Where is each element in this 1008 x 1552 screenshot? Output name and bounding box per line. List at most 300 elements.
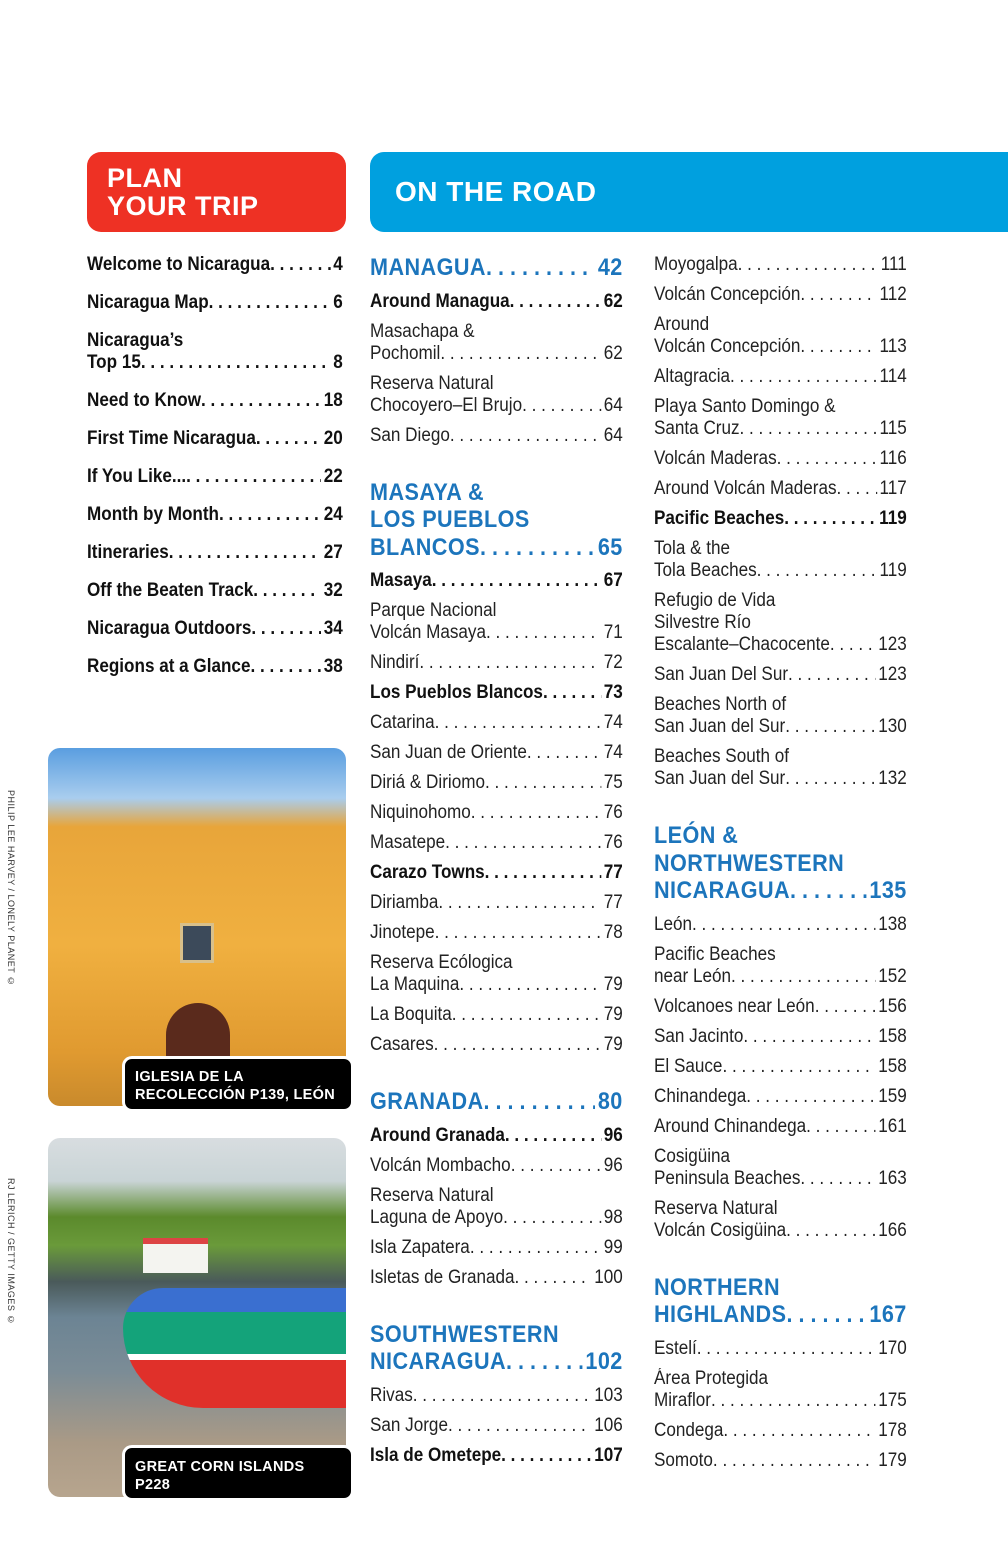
toc-entry[interactable]	[370, 952, 623, 996]
toc-entry[interactable]	[370, 373, 623, 417]
entry-label: Masachapa &	[370, 320, 475, 342]
toc-entry[interactable]	[370, 1004, 623, 1026]
entry-line	[87, 580, 343, 602]
dot-leader	[471, 802, 601, 824]
on-the-road-header: ON THE ROAD	[370, 152, 1008, 232]
page-number: 79	[603, 974, 623, 995]
toc-entry[interactable]	[370, 1125, 623, 1147]
page-number: 67	[603, 570, 623, 591]
toc-entry[interactable]	[654, 1198, 907, 1242]
dot-leader	[806, 1116, 875, 1138]
page-number: 102	[585, 1348, 623, 1375]
toc-entry[interactable]	[370, 1237, 623, 1259]
entry-label: Pacific Beaches	[654, 508, 785, 529]
entry-label: Pacific Beaches	[654, 943, 776, 965]
toc-entry[interactable]	[370, 802, 623, 824]
toc-entry[interactable]	[654, 366, 907, 388]
entry-label: Playa Santo Domingo &	[654, 396, 836, 417]
dot-leader	[731, 966, 875, 988]
dot-leader	[432, 570, 601, 592]
entry-label: Around Chinandega	[654, 1115, 807, 1137]
page-number: 100	[594, 1266, 623, 1288]
entry-line	[370, 682, 623, 704]
toc-entry[interactable]	[370, 1385, 623, 1407]
page-number: 114	[879, 366, 907, 387]
page-number: 112	[879, 284, 907, 305]
dot-leader	[486, 254, 595, 282]
dot-leader	[250, 656, 321, 678]
toc-entry[interactable]	[87, 254, 343, 276]
entry-label: BLANCOS	[370, 533, 480, 561]
dot-leader	[740, 418, 877, 440]
entry-line	[654, 1086, 907, 1108]
page-number: 65	[597, 533, 623, 561]
entry-label: near León	[654, 965, 732, 987]
entry-line	[370, 395, 623, 417]
entry-label: Tola Beaches	[654, 560, 757, 581]
page-number: 62	[603, 290, 623, 312]
entry-label: Altagracia	[654, 366, 731, 387]
dot-leader	[786, 1301, 866, 1329]
entry-line	[654, 1390, 907, 1412]
entry-line	[370, 652, 623, 674]
entry-label: Área Protegida	[654, 1367, 769, 1389]
toc-entry[interactable]	[370, 922, 623, 944]
toc-entry[interactable]	[370, 1034, 623, 1056]
dot-leader	[511, 1155, 601, 1177]
entry-label: Reserva Ecólogica	[370, 952, 513, 973]
toc-entry[interactable]	[654, 314, 907, 358]
entry-label: Top 15	[87, 352, 141, 373]
entry-label: Volcán Maderas	[654, 448, 777, 469]
entry-line	[87, 504, 343, 526]
dot-leader	[501, 1445, 591, 1467]
toc-entry[interactable]	[654, 944, 907, 988]
toc-entry[interactable]	[654, 914, 907, 936]
dot-leader	[738, 254, 878, 276]
entry-label: Escalante–Chacocente	[654, 634, 830, 655]
entry-label: Pochomil	[370, 342, 441, 364]
entry-line	[654, 664, 907, 686]
dot-leader	[435, 922, 601, 944]
entry-label: San Juan del Sur	[654, 716, 786, 737]
toc-entry[interactable]	[654, 1116, 907, 1138]
entry-label: Masatepe	[370, 832, 446, 853]
dot-leader	[786, 1220, 875, 1242]
dot-leader	[413, 1385, 592, 1407]
entry-label: Volcán Mombacho	[370, 1154, 511, 1176]
toc-entry[interactable]	[654, 1420, 907, 1442]
toc-entry[interactable]	[370, 862, 623, 884]
toc-entry[interactable]	[370, 1267, 623, 1289]
entry-label: Casares	[370, 1034, 434, 1055]
dot-leader	[505, 1125, 601, 1147]
toc-entry[interactable]	[370, 1445, 623, 1467]
entry-line	[370, 742, 623, 764]
entry-line	[654, 966, 907, 988]
entry-line	[654, 1420, 907, 1442]
toc-entry[interactable]	[654, 1368, 907, 1412]
section-heading[interactable]	[654, 1274, 907, 1329]
plan-trip-list	[87, 254, 343, 694]
entry-line	[87, 292, 343, 314]
dot-leader	[800, 336, 876, 358]
entry-label: Catarina	[370, 712, 435, 733]
toc-entry[interactable]	[87, 618, 343, 640]
dot-leader	[452, 1004, 601, 1026]
entry-line	[370, 1034, 623, 1056]
toc-entry[interactable]	[370, 1185, 623, 1229]
toc-entry[interactable]	[370, 321, 623, 365]
entry-line	[654, 366, 907, 388]
toc-entry[interactable]	[87, 656, 343, 678]
page-number: 64	[603, 394, 623, 416]
toc-entry[interactable]	[370, 832, 623, 854]
dot-leader	[788, 664, 875, 686]
dot-leader	[448, 1415, 592, 1437]
dot-leader	[506, 1348, 583, 1376]
toc-entry[interactable]	[654, 1026, 907, 1048]
toc-entry[interactable]	[654, 590, 907, 656]
page-number: 62	[603, 342, 623, 364]
toc-entry[interactable]	[654, 478, 907, 500]
entry-label: Volcán Cosigüina	[654, 1219, 787, 1241]
on-the-road-list-middle	[370, 254, 623, 1475]
page-number: 96	[603, 1124, 623, 1146]
entry-label: Welcome to Nicaragua	[87, 254, 271, 275]
toc-entry[interactable]	[654, 508, 907, 530]
section-heading[interactable]	[370, 1088, 623, 1116]
entry-label: NORTHERN	[654, 1273, 780, 1301]
page-number: 8	[333, 352, 343, 373]
page-number: 130	[878, 716, 907, 737]
toc-entry[interactable]	[87, 542, 343, 564]
toc-entry[interactable]	[654, 1056, 907, 1078]
entry-line	[654, 448, 907, 470]
entry-line	[654, 1026, 907, 1048]
page-number: 76	[603, 802, 623, 823]
page-number: 77	[603, 862, 623, 883]
entry-label: Somoto	[654, 1449, 713, 1471]
dot-leader	[445, 832, 601, 854]
page-number: 159	[878, 1085, 907, 1107]
entry-label: Santa Cruz	[654, 418, 740, 439]
page-number: 74	[603, 712, 623, 733]
dot-leader	[256, 428, 321, 450]
toc-entry[interactable]	[87, 428, 343, 450]
entry-label: Around Volcán Maderas	[654, 478, 837, 499]
section-heading[interactable]	[654, 822, 907, 905]
caption-line: IGLESIA DE LA	[135, 1069, 244, 1085]
page-number: 138	[878, 913, 907, 935]
entry-label: Niquinohomo	[370, 802, 471, 823]
entry-line	[654, 1168, 907, 1190]
entry-label: Chinandega	[654, 1085, 747, 1107]
page-number: 32	[323, 580, 343, 601]
toc-entry[interactable]	[654, 664, 907, 686]
page-number: 132	[878, 768, 907, 789]
toc-entry[interactable]	[654, 1338, 907, 1360]
entry-line	[87, 428, 343, 450]
entry-label: Masaya	[370, 570, 432, 591]
entry-label: San Jacinto	[654, 1025, 744, 1047]
page-number: 24	[323, 504, 343, 525]
dot-leader	[219, 504, 321, 526]
entry-line	[654, 560, 907, 582]
entry-label: Month by Month	[87, 504, 220, 525]
page-number: 20	[323, 428, 343, 449]
entry-label: Around Granada	[370, 1124, 505, 1146]
dot-leader	[785, 716, 875, 738]
entry-line	[654, 716, 907, 738]
entry-label: El Sauce	[654, 1055, 723, 1077]
dot-leader	[784, 508, 876, 530]
entry-line	[654, 478, 907, 500]
dot-leader	[790, 877, 867, 905]
dot-leader	[527, 742, 601, 764]
toc-entry[interactable]	[654, 746, 907, 790]
entry-label: Estelí	[654, 1337, 697, 1359]
toc-entry[interactable]	[370, 600, 623, 644]
entry-line	[370, 922, 623, 944]
page-number: 178	[878, 1419, 907, 1441]
photo-caption[interactable]	[122, 1445, 354, 1501]
page-number: 113	[879, 336, 907, 357]
on-the-road-list-right	[654, 254, 907, 1480]
page-number: 119	[879, 508, 907, 529]
entry-line	[87, 618, 343, 640]
section-heading[interactable]	[370, 254, 623, 282]
entry-line	[654, 508, 907, 530]
page-number: 64	[603, 424, 623, 446]
entry-line	[370, 343, 623, 365]
dot-leader	[470, 1237, 601, 1259]
page-number: 73	[603, 682, 623, 703]
dot-leader	[777, 448, 877, 470]
toc-entry[interactable]	[370, 570, 623, 592]
page-number: 42	[597, 254, 623, 281]
page-number: 4	[333, 254, 343, 275]
page-number: 76	[603, 832, 623, 853]
entry-line	[370, 974, 623, 996]
toc-entry[interactable]	[654, 1086, 907, 1108]
toc-entry[interactable]	[87, 504, 343, 526]
page-number: 34	[323, 618, 343, 639]
entry-label: LOS PUEBLOS	[370, 506, 530, 533]
entry-label: Los Pueblos Blancos	[370, 682, 543, 703]
dot-leader	[484, 1088, 596, 1116]
entry-label: Isletas de Granada	[370, 1266, 515, 1288]
entry-label: Diriamba	[370, 892, 439, 913]
toc-entry[interactable]	[370, 652, 623, 674]
entry-line	[654, 1116, 907, 1138]
entry-line	[370, 862, 623, 884]
page-number: 72	[603, 652, 623, 673]
dot-leader	[800, 284, 876, 306]
toc-entry[interactable]	[654, 396, 907, 440]
page-number: 6	[333, 292, 343, 313]
entry-label: Parque Nacional	[370, 600, 497, 621]
entry-label: Volcanoes near León	[654, 995, 815, 1017]
entry-line	[654, 996, 907, 1018]
dot-leader	[485, 862, 601, 884]
entry-label: Off the Beaten Track	[87, 580, 254, 601]
page-number: 22	[323, 466, 343, 487]
entry-label: Moyogalpa	[654, 254, 738, 275]
plan-your-trip-header	[87, 152, 346, 232]
entry-label: Jinotepe	[370, 922, 435, 943]
dot-leader	[697, 1338, 876, 1360]
dot-leader	[692, 914, 875, 936]
dot-leader	[746, 1086, 875, 1108]
toc-entry[interactable]	[370, 425, 623, 447]
toc-entry[interactable]	[654, 694, 907, 738]
entry-label: NICARAGUA	[370, 1348, 507, 1375]
toc-entry[interactable]	[654, 996, 907, 1018]
entry-line	[370, 802, 623, 824]
entry-label: MANAGUA	[370, 254, 486, 281]
dot-leader	[514, 1267, 591, 1289]
dot-leader	[419, 652, 601, 674]
photo-credit: PHILIP LEE HARVEY / LONELY PLANET ©	[6, 790, 16, 987]
entry-label: Cosigüina	[654, 1145, 731, 1167]
toc-entry[interactable]	[654, 284, 907, 306]
toc-entry[interactable]	[370, 742, 623, 764]
section-heading[interactable]	[370, 479, 623, 562]
entry-line	[370, 772, 623, 794]
dot-leader	[723, 1420, 875, 1442]
entry-line	[370, 425, 623, 447]
page-number: 119	[879, 560, 907, 581]
entry-line	[87, 466, 343, 488]
page-number: 103	[594, 1384, 623, 1406]
page-number: 106	[594, 1414, 623, 1436]
entry-label: Reserva Natural	[370, 372, 494, 394]
toc-entry[interactable]	[87, 330, 343, 374]
caption-line: RECOLECCIÓN P139, LEÓN	[135, 1087, 335, 1103]
page-number: 38	[323, 656, 343, 677]
page-number: 170	[878, 1337, 907, 1359]
entry-line	[654, 634, 907, 656]
house	[143, 1238, 208, 1273]
page-number: 117	[879, 478, 907, 499]
entry-line	[370, 1207, 623, 1229]
toc-entry[interactable]	[87, 580, 343, 602]
dot-leader	[186, 466, 321, 488]
entry-label: Nicaragua Map	[87, 292, 209, 313]
entry-line	[87, 542, 343, 564]
toc-entry[interactable]	[370, 1415, 623, 1437]
entry-label: Beaches North of	[654, 694, 787, 715]
page-number: 107	[594, 1444, 623, 1466]
entry-label: San Juan Del Sur	[654, 664, 789, 685]
header-line: YOUR TRIP	[107, 191, 259, 221]
page-number: 80	[597, 1088, 623, 1115]
page-number: 175	[878, 1389, 907, 1411]
entry-line	[654, 1056, 907, 1078]
section-heading[interactable]	[370, 1321, 623, 1376]
toc-entry[interactable]	[654, 538, 907, 582]
dot-leader	[209, 292, 331, 314]
dot-leader	[459, 974, 601, 996]
entry-label: San Juan de Oriente	[370, 742, 527, 763]
entry-label: First Time Nicaragua	[87, 428, 256, 449]
entry-label: Nindirí	[370, 652, 420, 673]
entry-label: San Jorge	[370, 1414, 448, 1436]
page-number: 116	[879, 448, 907, 469]
page-number: 158	[878, 1055, 907, 1077]
page-number: 123	[878, 664, 907, 685]
toc-entry[interactable]	[654, 1146, 907, 1190]
dot-leader	[485, 772, 601, 794]
page-number: 115	[879, 418, 907, 439]
toc-entry[interactable]	[87, 390, 343, 412]
entry-label: Reserva Natural	[370, 1184, 494, 1206]
page-number: 74	[603, 742, 623, 763]
entry-line	[370, 892, 623, 914]
entry-label: If You Like...	[87, 466, 187, 487]
page-number: 135	[869, 877, 907, 904]
entry-label: NICARAGUA	[654, 877, 791, 904]
toc-entry[interactable]	[654, 1450, 907, 1472]
toc-entry[interactable]	[370, 712, 623, 734]
entry-label: San Juan del Sur	[654, 768, 786, 789]
entry-line	[370, 1415, 623, 1437]
entry-line	[654, 418, 907, 440]
page-number: 79	[603, 1034, 623, 1055]
entry-line	[87, 656, 343, 678]
photo-caption[interactable]	[122, 1056, 354, 1112]
page-number: 78	[603, 922, 623, 943]
entry-line	[654, 877, 907, 905]
dot-leader	[785, 768, 875, 790]
toc-entry[interactable]	[370, 291, 623, 313]
toc-entry[interactable]	[370, 1155, 623, 1177]
toc-entry[interactable]	[654, 254, 907, 276]
entry-label: Chocoyero–El Brujo	[370, 394, 523, 416]
page-number: 98	[603, 1206, 623, 1228]
page-number: 123	[878, 634, 907, 655]
page-number: 79	[603, 1004, 623, 1025]
toc-entry[interactable]	[370, 682, 623, 704]
boat-photo	[48, 1138, 346, 1497]
page-number: 18	[323, 390, 343, 411]
page-number: 152	[878, 965, 907, 987]
entry-line	[654, 1301, 907, 1329]
entry-line	[87, 390, 343, 412]
caption-line: GREAT CORN ISLANDS P228	[135, 1459, 305, 1493]
dot-leader	[830, 634, 876, 656]
entry-label: Around Managua	[370, 290, 510, 312]
entry-line	[654, 1338, 907, 1360]
entry-label: Laguna de Apoyo	[370, 1206, 504, 1228]
toc-entry[interactable]	[370, 772, 623, 794]
page-number: 166	[878, 1219, 907, 1241]
entry-label: SOUTHWESTERN	[370, 1320, 559, 1348]
toc-entry[interactable]	[87, 466, 343, 488]
toc-entry[interactable]	[370, 892, 623, 914]
entry-label: Refugio de Vida	[654, 590, 776, 611]
dot-leader	[486, 622, 601, 644]
entry-label: La Maquina	[370, 974, 460, 995]
dot-leader	[450, 425, 601, 447]
toc-entry[interactable]	[654, 448, 907, 470]
page-number: 156	[878, 995, 907, 1017]
page-number: 75	[603, 772, 623, 793]
toc-entry[interactable]	[87, 292, 343, 314]
page-number: 167	[869, 1301, 907, 1328]
page-number: 163	[878, 1167, 907, 1189]
